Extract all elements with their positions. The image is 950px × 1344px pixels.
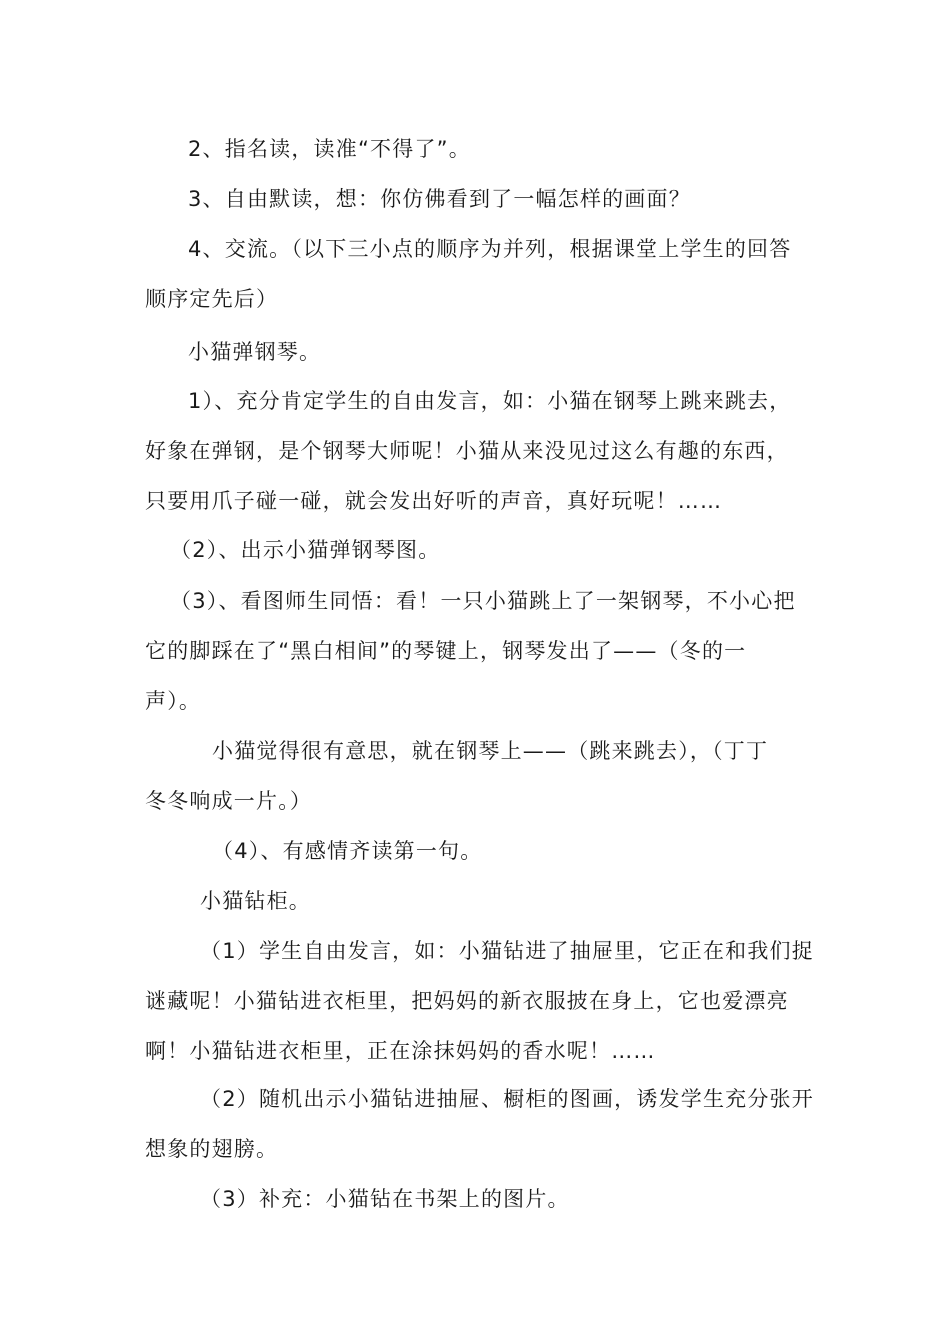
text-line-piano-3-cont: 它的脚踩在了“黑白相间”的琴键上，钢琴发出了——（冬的一 xyxy=(145,639,747,663)
text-line-piano-4: （4）、有感情齐读第一句。 xyxy=(212,839,483,863)
subheading-cabinet: 小猫钻柜。 xyxy=(200,889,311,913)
text-line-piano-narrative-cont: 冬冬响成一片。） xyxy=(145,789,313,813)
text-line-cabinet-3: （3）补充：小猫钻在书架上的图片。 xyxy=(200,1187,570,1211)
text-line-step-4: 4、交流。（以下三小点的顺序为并列，根据课堂上学生的回答 xyxy=(188,237,792,261)
text-line-step-3: 3、自由默读，想：你仿佛看到了一幅怎样的画面？ xyxy=(188,187,691,211)
text-line-step-2: 2、指名读，读准“不得了”。 xyxy=(188,137,471,161)
text-line-piano-1-cont2: 只要用爪子碰一碰，就会发出好听的声音，真好玩呢！…… xyxy=(145,489,723,513)
text-line-piano-3: （3）、看图师生同悟：看！一只小猫跳上了一架钢琴，不小心把 xyxy=(170,589,796,613)
text-line-cabinet-1: （1）学生自由发言，如：小猫钻进了抽屉里，它正在和我们捉 xyxy=(200,939,814,963)
text-line-piano-1-cont: 好象在弹钢，是个钢琴大师呢！小猫从来没见过这么有趣的东西， xyxy=(145,439,789,463)
text-line-cabinet-1-cont2: 啊！小猫钻进衣柜里，正在涂抹妈妈的香水呢！…… xyxy=(145,1039,656,1063)
text-line-piano-narrative: 小猫觉得很有意思，就在钢琴上——（跳来跳去），（丁丁 xyxy=(212,739,769,763)
subheading-piano: 小猫弹钢琴。 xyxy=(188,340,322,364)
text-line-cabinet-1-cont: 谜藏呢！小猫钻进衣柜里，把妈妈的新衣服披在身上，它也爱漂亮 xyxy=(145,989,789,1013)
text-line-cabinet-2-cont: 想象的翅膀。 xyxy=(145,1137,279,1161)
text-line-cabinet-2: （2）随机出示小猫钻进抽屉、橱柜的图画，诱发学生充分张开 xyxy=(200,1087,814,1111)
text-line-step-4-cont: 顺序定先后） xyxy=(145,287,279,311)
text-line-piano-2: （2）、出示小猫弹钢琴图。 xyxy=(170,538,441,562)
text-line-piano-1: 1）、充分肯定学生的自由发言，如：小猫在钢琴上跳来跳去， xyxy=(188,389,792,413)
text-line-piano-3-cont2: 声）。 xyxy=(145,689,202,713)
